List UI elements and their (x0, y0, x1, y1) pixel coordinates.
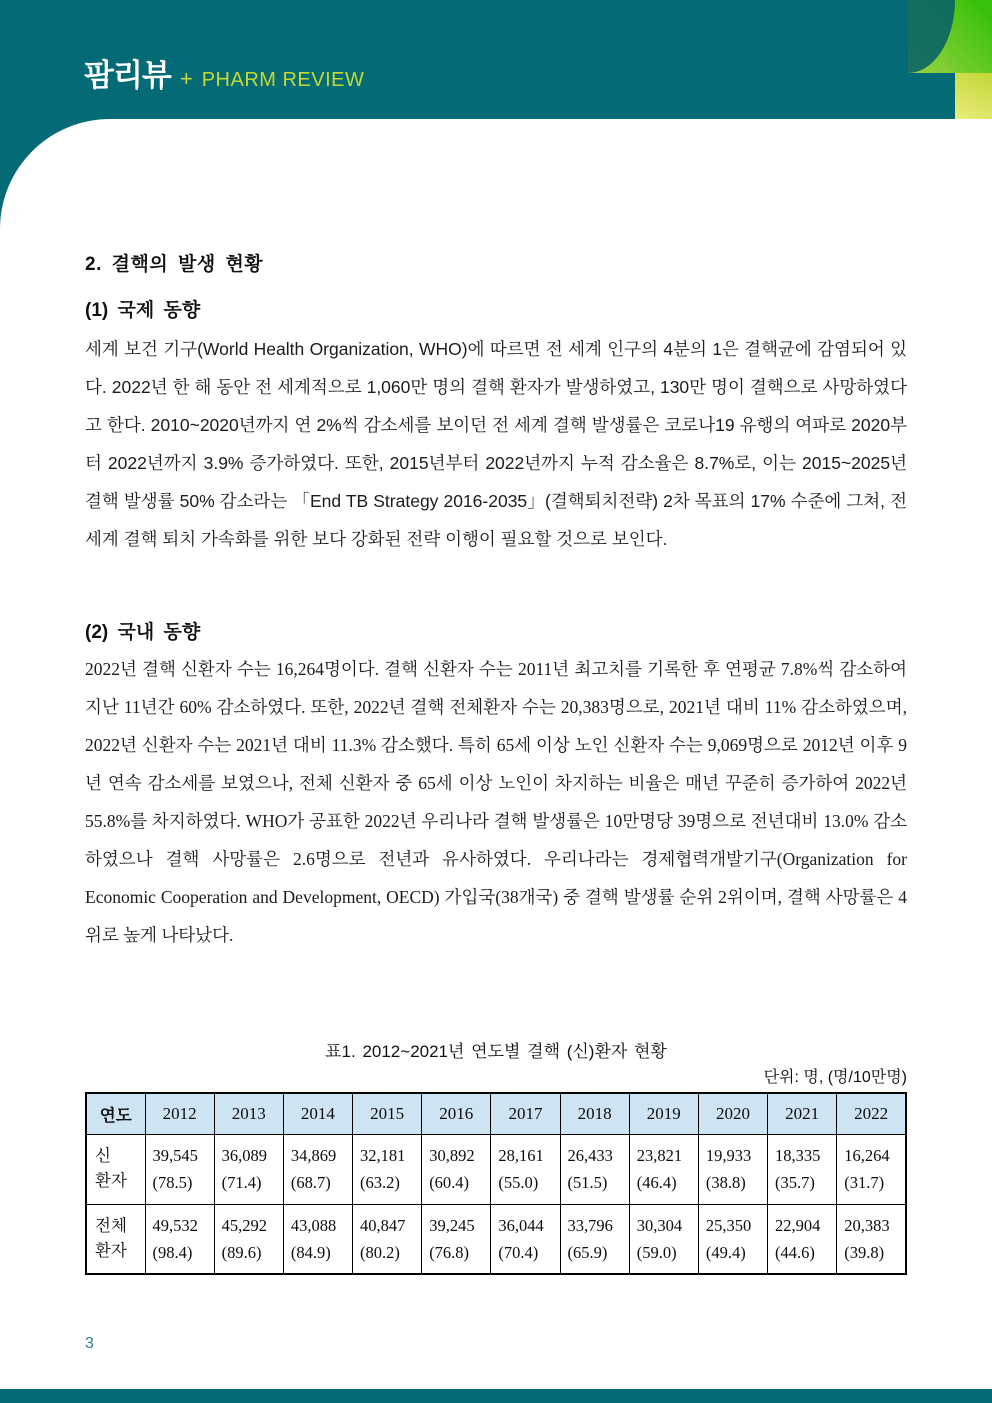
cell-value: 36,089 (221, 1146, 268, 1165)
cell-value: 45,292 (221, 1215, 268, 1235)
paragraph-domestic-trend: 2022년 결핵 신환자 수는 16,264명이다. 결핵 신환자 수는 2011년 최고치를 기록한 후 연평균 7.8%씩 감소하여 지난 11년간 60% 감소하였다. 또한, 2022년 결핵 전체환자 수는 20,383명으로, 2021년 대비 11% 감소하였으며, 2022년 신환자 수는 2021년 대비 11.3% 감소했다. 특히 65세 이상 노인 신환자 수는 9,069명으로 2012년 이후 9년 연속 감소세를 보였으나, 전체 신환자 중 65세 이상 노인이 차지하는 비율은 매년 꾸준히 증가하여 2022년 55.8%를 차지하였다. WHO가 공표한 2022년 우리나라 결핵 발생률은 10만명당 39명으로 전년대비 13.0% 감소하였으나 결핵 사망률은 2.6명으로 전년과 유사하였다. 우리나라는 경제협력개발기구(Organization for Economic Cooperation and Development, OECD) 가입국(38개국) 중 결핵 발생률 순위 2위이며, 결핵 사망률은 4위로 높게 나타났다. (85, 659, 907, 945)
subsection-heading-international: (1) 국제 동향 (85, 300, 201, 321)
cell-value: 49,532 (152, 1215, 198, 1235)
cell-rate: (31.7) (844, 1173, 885, 1192)
table-cell (698, 1204, 767, 1274)
table-cell (560, 1204, 629, 1274)
table-cell (560, 1134, 629, 1204)
table-cell (422, 1134, 491, 1204)
pharm-review-logo (84, 50, 364, 95)
table-cell (629, 1204, 698, 1274)
logo-plus-icon: + (179, 66, 193, 91)
table-header-2012: 2012 (145, 1093, 214, 1134)
table-header-2019: 2019 (629, 1093, 698, 1134)
table-header-2017: 2017 (491, 1093, 560, 1134)
cell-rate: (68.7) (290, 1173, 331, 1192)
cell-rate: (38.8) (705, 1173, 746, 1192)
logo-english-text: PHARM REVIEW (201, 69, 365, 91)
logo-korean-text: 팜리뷰 (84, 58, 171, 93)
cell-value: 26,433 (567, 1146, 613, 1165)
cell-rate: (46.4) (636, 1173, 677, 1192)
table-row-new-patients (86, 1134, 906, 1204)
cell-value: 20,383 (844, 1215, 890, 1235)
table-cell (283, 1204, 352, 1274)
cell-rate: (98.4) (152, 1242, 193, 1262)
table-row-total-patients (86, 1204, 906, 1274)
cell-rate: (76.8) (429, 1242, 470, 1262)
cell-value: 25,350 (705, 1215, 752, 1235)
table-cell (629, 1134, 698, 1204)
cell-value: 43,088 (290, 1215, 337, 1235)
cell-rate: (39.8) (844, 1242, 885, 1262)
table-cell (353, 1204, 422, 1274)
section-title: 2. 결핵의 발생 현황 (85, 254, 264, 275)
content-sheet (0, 119, 992, 1389)
cell-value: 33,796 (567, 1215, 613, 1235)
cell-rate: (71.4) (221, 1173, 262, 1192)
table-cell (768, 1204, 837, 1274)
row-label-line: 신 (95, 1147, 111, 1165)
row-label-total-patients (86, 1204, 145, 1274)
subsection-heading-domestic: (2) 국내 동향 (85, 622, 201, 643)
table-cell (214, 1134, 283, 1204)
table-header-2021: 2021 (768, 1093, 837, 1134)
cell-value: 39,545 (152, 1146, 198, 1165)
cell-rate: (89.6) (221, 1242, 262, 1262)
table-cell (768, 1134, 837, 1204)
cell-rate: (59.0) (636, 1242, 677, 1262)
cell-rate: (70.4) (498, 1242, 539, 1262)
row-label-line: 전체 (95, 1216, 127, 1235)
cell-rate: (35.7) (775, 1173, 815, 1192)
table-cell (145, 1204, 214, 1274)
cell-rate: (44.6) (775, 1242, 815, 1262)
cell-value: 30,892 (429, 1146, 475, 1165)
table-cell (837, 1134, 906, 1204)
row-label-new-patients (86, 1134, 145, 1204)
table-cell (353, 1134, 422, 1204)
cell-rate: (49.4) (705, 1242, 746, 1262)
table-cell (422, 1204, 491, 1274)
table-title: 표1. 2012~2021년 연도별 결핵 (신)환자 현황 (325, 1042, 667, 1061)
table-cell (145, 1134, 214, 1204)
table-cell (698, 1134, 767, 1204)
corner-decoration-yellow (955, 73, 992, 119)
cell-rate: (65.9) (567, 1242, 608, 1262)
table-header-2022: 2022 (837, 1093, 906, 1134)
table-cell (491, 1204, 560, 1274)
table-cell (491, 1134, 560, 1204)
table-header-year: 연도 (86, 1093, 145, 1134)
cell-value: 39,245 (429, 1215, 475, 1235)
cell-value: 34,869 (290, 1146, 337, 1165)
table-cell (214, 1204, 283, 1274)
cell-value: 23,821 (636, 1146, 683, 1165)
row-label-line: 환자 (95, 1172, 127, 1190)
cell-rate: (84.9) (290, 1242, 331, 1262)
page-number: 3 (85, 1335, 94, 1352)
cell-value: 32,181 (360, 1146, 406, 1165)
tb-patients-table (85, 1092, 907, 1275)
cell-rate: (60.4) (429, 1173, 470, 1192)
cell-value: 18,335 (775, 1146, 821, 1165)
cell-rate: (80.2) (360, 1242, 400, 1262)
table-header-2018: 2018 (560, 1093, 629, 1134)
cell-value: 28,161 (498, 1146, 544, 1165)
cell-value: 30,304 (636, 1215, 683, 1235)
cell-rate: (51.5) (567, 1173, 608, 1192)
cell-value: 22,904 (775, 1215, 821, 1235)
cell-rate: (55.0) (498, 1173, 539, 1192)
paragraph-international-trend: 세계 보건 기구(World Health Organization, WHO)에 따르면 전 세계 인구의 4분의 1은 결핵균에 감염되어 있다. 2022년 한 해 동안 전 세계적으로 1,060만 명의 결핵 환자가 발생하였고, 130만 명이 결핵으로 사망하였다고 한다. 2010~2020년까지 연 2%씩 감소세를 보이던 전 세계 결핵 발생률은 코로나19 유행의 여파로 2020부터 2022년까지 3.9% 증가하였다. 또한, 2015년부터 2022년까지 누적 감소율은 8.7%로, 이는 2015~2025년 결핵 발생률 50% 감소라는 「End TB Strategy 2016-2035」(결핵퇴치전략) 2차 목표의 17% 수준에 그쳐, 전 세계 결핵 퇴치 가속화를 위한 보다 강화된 전략 이행이 필요할 것으로 보인다. (85, 339, 907, 549)
table-cell (283, 1134, 352, 1204)
table-header-row (86, 1093, 906, 1134)
table-header-2015: 2015 (353, 1093, 422, 1134)
footer-band (0, 1389, 992, 1403)
table-header-2014: 2014 (283, 1093, 352, 1134)
cell-value: 16,264 (844, 1146, 890, 1165)
cell-value: 19,933 (705, 1146, 752, 1165)
cell-value: 40,847 (360, 1215, 406, 1235)
table-header-2016: 2016 (422, 1093, 491, 1134)
cell-value: 36,044 (498, 1215, 544, 1235)
table-unit-label: 단위: 명, (명/10만명) (763, 1069, 907, 1086)
table-header-2020: 2020 (698, 1093, 767, 1134)
cell-rate: (78.5) (152, 1173, 193, 1192)
cell-rate: (63.2) (360, 1173, 400, 1192)
row-label-line: 환자 (95, 1241, 127, 1260)
table-cell (837, 1204, 906, 1274)
table-header-2013: 2013 (214, 1093, 283, 1134)
